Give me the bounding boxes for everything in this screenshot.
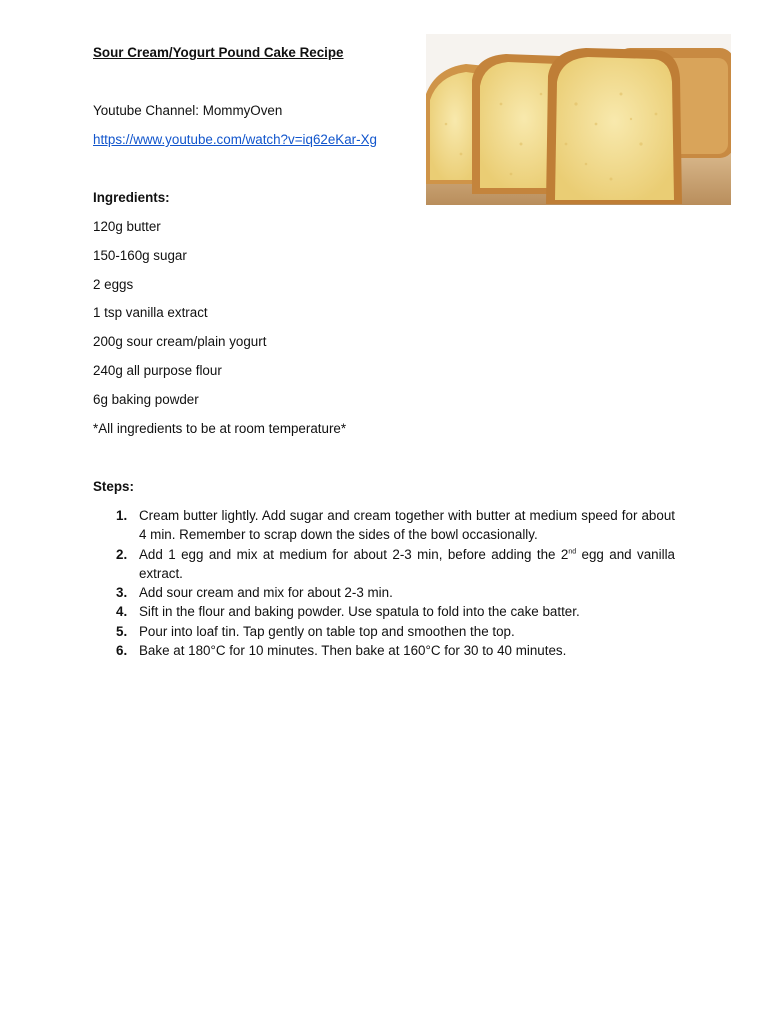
step-text: Sift in the flour and baking powder. Use spatula to fold into the cake batter. xyxy=(139,604,580,620)
step-item xyxy=(93,545,675,584)
step-item xyxy=(93,583,675,602)
ingredients-heading: Ingredients: xyxy=(93,190,170,205)
step-number: 4. xyxy=(116,604,128,620)
ingredient-item: 6g baking powder xyxy=(93,392,199,407)
ingredient-item: 2 eggs xyxy=(93,277,134,292)
video-link[interactable]: https://www.youtube.com/watch?v=iq62eKar-Xg xyxy=(93,132,377,147)
pound-cake-photo xyxy=(426,34,731,205)
channel-line: Youtube Channel: MommyOven xyxy=(93,103,283,118)
ingredient-item: 120g butter xyxy=(93,219,161,234)
page-title: Sour Cream/Yogurt Pound Cake Recipe xyxy=(93,45,344,60)
step-item xyxy=(93,641,675,660)
step-item xyxy=(93,602,675,621)
ingredients-note: *All ingredients to be at room temperature* xyxy=(93,421,347,436)
steps-heading: Steps: xyxy=(93,479,134,494)
ordinal-suffix: nd xyxy=(568,548,577,556)
pound-cake-illustration xyxy=(426,34,731,205)
step-text: Pour into loaf tin. Tap gently on table top and smoothen the top. xyxy=(139,623,515,639)
step-text: Add sour cream and mix for about 2-3 min. xyxy=(139,585,393,601)
step-item xyxy=(93,622,675,641)
step-number: 3. xyxy=(116,585,128,601)
step-number: 2. xyxy=(116,546,128,562)
steps-list xyxy=(93,506,675,660)
ingredient-item: 240g all purpose flour xyxy=(93,363,222,378)
step-item xyxy=(93,506,675,545)
step-text: Bake at 180°C for 10 minutes. Then bake at 160°C for 30 to 40 minutes. xyxy=(139,643,567,659)
ingredient-item: 1 tsp vanilla extract xyxy=(93,305,208,320)
step-number: 1. xyxy=(116,508,128,523)
step-text: Cream butter lightly. Add sugar and cream together with butter at medium speed for about 4 min. Remember to scrap down the sides of the bowl occasionally. xyxy=(139,508,675,543)
step-number: 6. xyxy=(116,643,128,659)
ingredient-item: 150-160g sugar xyxy=(93,248,187,263)
ingredient-item: 200g sour cream/plain yogurt xyxy=(93,334,267,349)
step-text: Add 1 egg and mix at medium for about 2-3 min, before adding the 2 xyxy=(139,546,569,562)
step-number: 5. xyxy=(116,623,128,639)
step-text-continued: egg and vanilla extract. xyxy=(139,546,675,581)
